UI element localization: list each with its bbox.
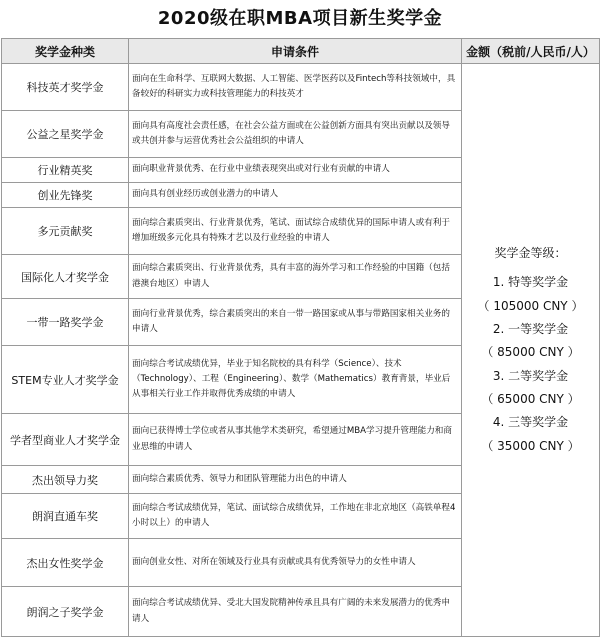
level-value: （ 105000 CNY ）: [477, 298, 584, 313]
scholarship-name: 杰出女性奖学金: [2, 539, 129, 587]
header-scholarship-type: 奖学金种类: [2, 39, 129, 64]
scholarship-conditions: 面向已获得博士学位或者从事其他学术类研究，希望通过MBA学习提升管理能力和商业思维的申请人: [129, 414, 462, 466]
scholarship-table: [1, 38, 600, 637]
scholarship-name: 多元贡献奖: [2, 208, 129, 255]
scholarship-name: 杰出领导力奖: [2, 466, 129, 494]
scholarship-name: 学者型商业人才奖学金: [2, 414, 129, 466]
page-title: 2020级在职MBA项目新生奖学金: [157, 8, 443, 29]
table-row: [2, 64, 600, 111]
scholarship-name: 公益之星奖学金: [2, 111, 129, 158]
scholarship-conditions: 面向综合素质突出、行业背景优秀，笔试、面试综合成绩优异的国际申请人或有利于增加班级多元化具有特殊才艺以及行业经验的申请人: [129, 208, 462, 255]
scholarship-conditions: 面向综合考试成绩优异，毕业于知名院校的具有科学（Science）、技术（Technology）、工程（Engineering）、数学（Mathematics）教育背景，毕业后从事相关行业工作并取得优秀成绩的申请人: [129, 346, 462, 414]
scholarship-conditions: 面向综合素质突出、行业背景优秀，具有丰富的海外学习和工作经验的中国籍（包括港澳台地区）申请人: [129, 255, 462, 299]
header-conditions: 申请条件: [129, 39, 462, 64]
table-header-row: [2, 39, 600, 64]
scholarship-name: 朗润之子奖学金: [2, 587, 129, 637]
scholarship-conditions: 面向在生命科学、互联网大数据、人工智能、医学医药以及Fintech等科技领域中，具备较好的科研实力或科技管理能力的科技英才: [129, 64, 462, 111]
scholarship-conditions: 面向综合考试成绩优异，笔试、面试综合成绩优异，工作地在非北京地区（高铁单程4小时以上）的申请人: [129, 494, 462, 539]
level-label: 2. 一等奖学金: [492, 321, 569, 336]
scholarship-conditions: 面向综合考试成绩优异、受北大国发院精神传承且具有广阔的未来发展潜力的优秀申请人: [129, 587, 462, 637]
scholarship-conditions: 面向具有创业经历或创业潜力的申请人: [129, 183, 462, 208]
scholarship-name: 创业先锋奖: [2, 183, 129, 208]
level-value: （ 65000 CNY ）: [481, 392, 580, 407]
amount-cell: [462, 64, 600, 637]
scholarship-conditions: 面向职业背景优秀、在行业中业绩表现突出或对行业有贡献的申请人: [129, 158, 462, 183]
scholarship-conditions: 面向行业背景优秀，综合素质突出的来自一带一路国家或从事与带路国家相关业务的申请人: [129, 299, 462, 346]
scholarship-name: 行业精英奖: [2, 158, 129, 183]
scholarship-name: 一带一路奖学金: [2, 299, 129, 346]
scholarship-conditions: 面向综合素质优秀、领导力和团队管理能力出色的申请人: [129, 466, 462, 494]
scholarship-name: 科技英才奖学金: [2, 64, 129, 111]
scholarship-conditions: 面向创业女性、对所在领域及行业具有贡献或具有优秀领导力的女性申请人: [129, 539, 462, 587]
scholarship-name: 朗润直通车奖: [2, 494, 129, 539]
header-amount: 金额（税前/人民币/人）: [462, 39, 600, 64]
level-value: （ 85000 CNY ）: [481, 345, 580, 360]
amount-heading: 奖学金等级：: [494, 245, 567, 260]
scholarship-conditions: 面向具有高度社会责任感，在社会公益方面或在公益创新方面具有突出贡献以及领导或共创并参与运营优秀社会公益组织的申请人: [129, 111, 462, 158]
scholarship-name: STEM专业人才奖学金: [2, 346, 129, 414]
level-label: 3. 二等奖学金: [492, 368, 569, 383]
level-label: 4. 三等奖学金: [492, 415, 569, 430]
scholarship-name: 国际化人才奖学金: [2, 255, 129, 299]
level-value: （ 35000 CNY ）: [481, 438, 580, 453]
level-label: 1. 特等奖学金: [492, 275, 569, 290]
